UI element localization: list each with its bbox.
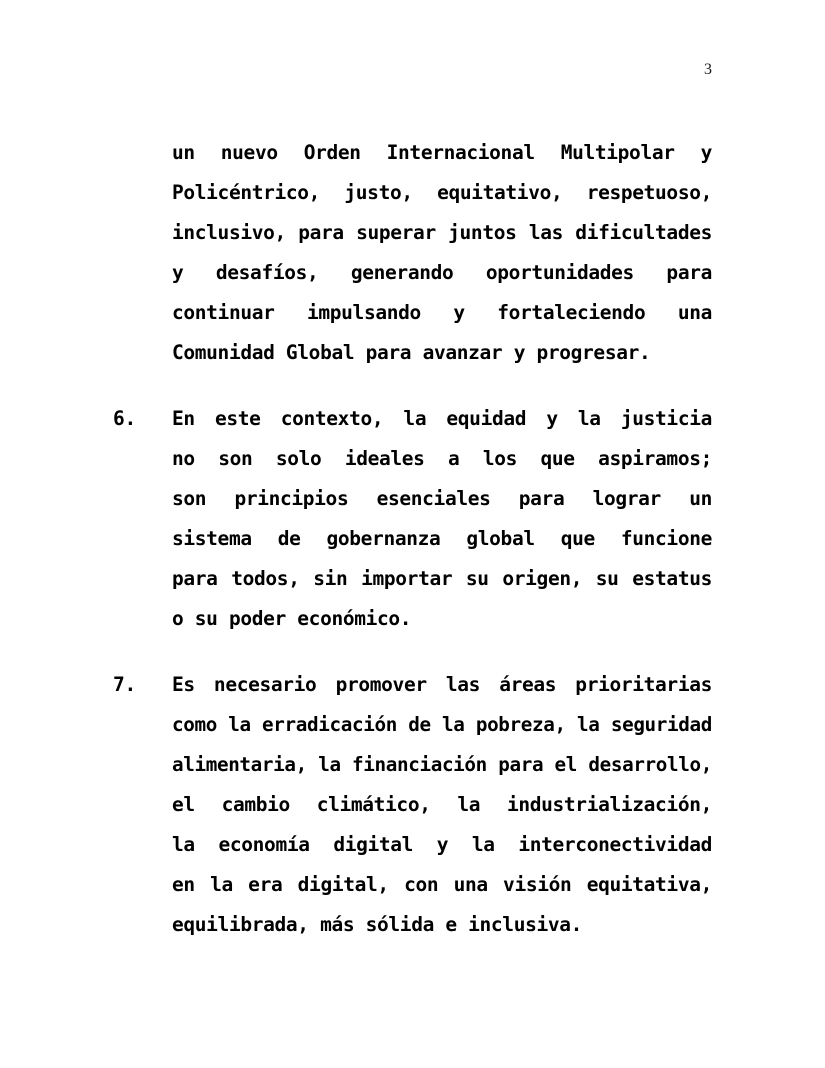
paragraph-block — [113, 665, 712, 945]
text-line: equilibrada, más sólida e inclusiva. — [172, 913, 583, 936]
text-line: y desafíos, generando oportunidades para — [172, 261, 712, 284]
document-body — [113, 133, 712, 945]
text-line: la economía digital y la interconectividad — [172, 833, 712, 856]
paragraph-text — [172, 133, 712, 373]
text-line: En este contexto, la equidad y la justicia — [172, 407, 712, 430]
paragraph-marker: 6. — [113, 407, 137, 430]
page-number: 3 — [704, 61, 712, 78]
text-line: sistema de gobernanza global que funcione — [172, 527, 712, 550]
text-line: son principios esenciales para lograr un — [172, 487, 712, 510]
text-line: Policéntrico, justo, equitativo, respetuoso, — [172, 181, 712, 204]
paragraph-text — [172, 399, 712, 639]
text-line: el cambio climático, la industrialización, — [172, 793, 712, 816]
text-line: no son solo ideales a los que aspiramos; — [172, 447, 712, 470]
text-line: alimentaria, la financiación para el desarrollo, — [172, 753, 712, 776]
text-line: como la erradicación de la pobreza, la seguridad — [172, 713, 712, 736]
text-line: Comunidad Global para avanzar y progresar. — [172, 341, 651, 364]
paragraph-marker: 7. — [113, 673, 137, 696]
paragraph-block — [113, 399, 712, 639]
text-line: para todos, sin importar su origen, su estatus — [172, 567, 712, 590]
paragraph-block — [113, 133, 712, 373]
text-line: inclusivo, para superar juntos las dificultades — [172, 221, 712, 244]
text-line: un nuevo Orden Internacional Multipolar y — [172, 141, 712, 164]
text-line: o su poder económico. — [172, 607, 412, 630]
paragraph-text — [172, 665, 712, 945]
text-line: en la era digital, con una visión equitativa, — [172, 873, 712, 896]
text-line: Es necesario promover las áreas prioritarias — [172, 673, 712, 696]
text-line: continuar impulsando y fortaleciendo una — [172, 301, 712, 324]
